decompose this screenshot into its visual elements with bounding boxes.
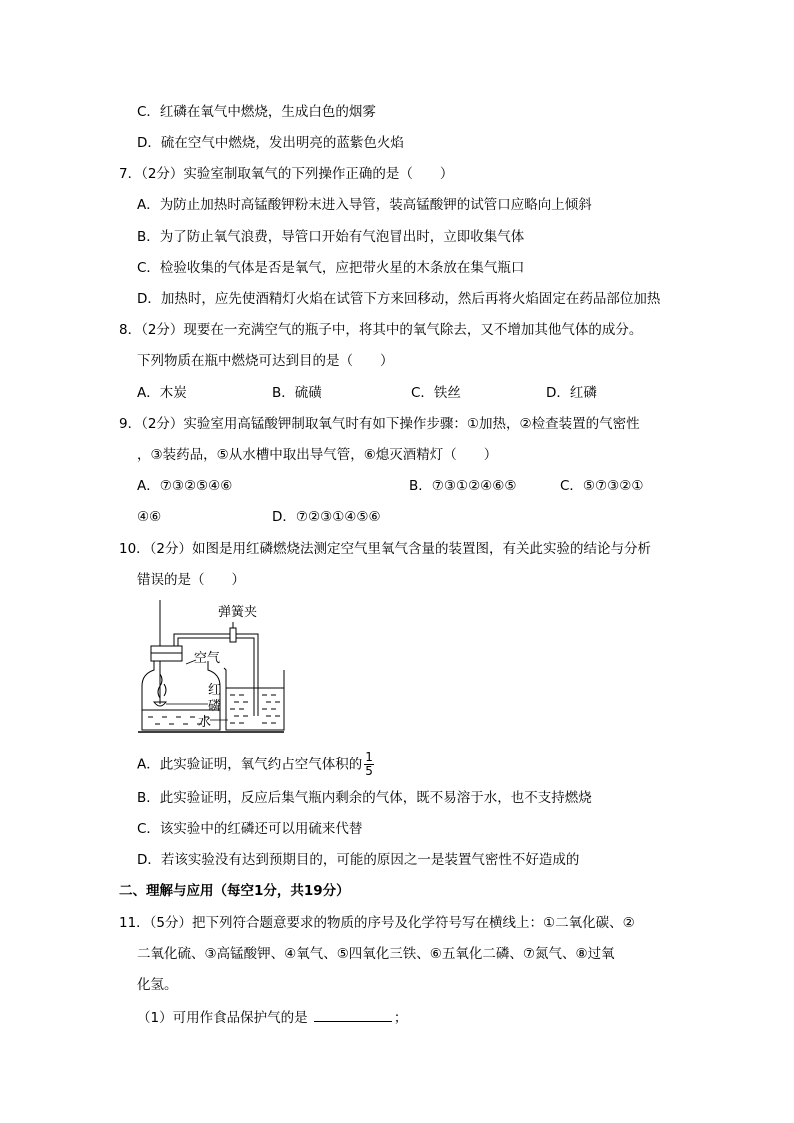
- q9-stem-line1: 9．（2分）实验室用高锰酸钾制取氧气时有如下操作步骤：①加热，②检查装置的气密性: [119, 416, 640, 432]
- q7-option-b: B．为了防止氧气浪费，导管口开始有气泡冒出时，立即收集气体: [137, 229, 525, 245]
- fraction-numerator: 1: [365, 750, 373, 764]
- label-water: 水: [198, 715, 212, 730]
- q6-option-d: D．硫在空气中燃烧，发出明亮的蓝紫色火焰: [137, 135, 404, 151]
- q9-option-d: D．⑦②③①④⑤⑥: [272, 509, 381, 525]
- q10-option-d: D．若该实验没有达到预期目的，可能的原因之一是装置气密性不好造成的: [137, 852, 580, 868]
- answer-blank[interactable]: [314, 1007, 392, 1022]
- q11-stem-line2: 二氧化硫、③高锰酸钾、④氧气、⑤四氧化三铁、⑥五氧化二磷、⑦氮气、⑧过氧: [137, 946, 615, 962]
- q8-stem-line2: 下列物质在瓶中燃烧可达到目的是（ ）: [137, 353, 394, 369]
- q8-option-c: C．铁丝: [411, 385, 461, 401]
- q10-option-b: B．此实验证明，反应后集气瓶内剩余的气体，既不易溶于水，也不支持燃烧: [137, 790, 592, 806]
- q10-stem-line1: 10．（2分）如图是用红磷燃烧法测定空气里氧气含量的装置图，有关此实验的结论与分析: [119, 541, 652, 557]
- q8-option-b: B．硫磺: [272, 385, 322, 401]
- q8-option-a: A．木炭: [137, 385, 187, 401]
- q6-option-c: C．红磷在氧气中燃烧，生成白色的烟雾: [137, 104, 376, 120]
- q11-stem-line1: 11．（5分）把下列符合题意要求的物质的序号及化学符号写在横线上：①二氧化碳、②: [119, 915, 635, 931]
- q11-sub1-end: ；: [393, 1010, 408, 1026]
- fraction-denominator: 5: [365, 764, 373, 778]
- q10-option-a: [137, 751, 374, 778]
- q10-option-a-text: A．此实验证明，氧气约占空气体积的: [137, 756, 363, 773]
- q11-sub1-text: （1）可用作食品保护气的是: [137, 1010, 308, 1026]
- q9-option-c-continued: ④⑥: [137, 509, 162, 525]
- label-air: 空气: [194, 651, 221, 666]
- label-red: 红: [208, 683, 222, 698]
- label-spring-clamp: 弹簧夹: [218, 605, 258, 620]
- q9-option-a: A．⑦③②⑤④⑥: [137, 478, 233, 494]
- section-2-heading: 二、理解与应用（每空1分，共19分）: [119, 883, 350, 899]
- fraction-one-fifth: [364, 751, 374, 778]
- q7-option-d: D．加热时，应先使酒精灯火焰在试管下方来回移动，然后再将火焰固定在药品部位加热: [137, 291, 661, 307]
- q7-option-c: C．检验收集的气体是否是氧气，应把带火星的木条放在集气瓶口: [137, 260, 525, 276]
- q7-stem: 7．（2分）实验室制取氧气的下列操作正确的是（ ）: [119, 166, 454, 182]
- q8-stem-line1: 8．（2分）现要在一充满空气的瓶子中，将其中的氧气除去，又不增加其他气体的成分。: [119, 322, 643, 338]
- q10-option-c: C．该实验中的红磷还可以用硫来代替: [137, 821, 363, 837]
- q9-option-b: B．⑦③①②④⑥⑤: [409, 478, 517, 494]
- q8-option-d: D．红磷: [546, 385, 597, 401]
- q9-stem-line2: ，③装药品，⑤从水槽中取出导气管，⑥熄灭酒精灯（ ）: [137, 447, 498, 463]
- q7-option-a: A．为防止加热时高锰酸钾粉末进入导管，装高锰酸钾的试管口应略向上倾斜: [137, 197, 592, 213]
- q11-stem-line3: 化氢。: [137, 977, 178, 993]
- q11-subquestion-1: [137, 1007, 407, 1028]
- label-phosphorus: 磷: [208, 699, 222, 714]
- oxygen-experiment-figure: [138, 598, 288, 738]
- q10-stem-line2: 错误的是（ ）: [137, 572, 245, 588]
- q9-option-c: C．⑤⑦③②①: [560, 478, 644, 494]
